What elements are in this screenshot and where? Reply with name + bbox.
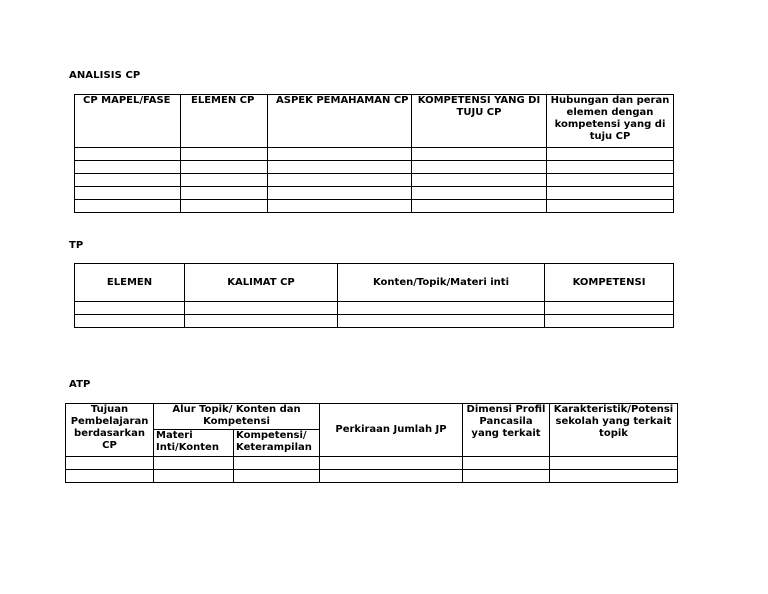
analisis-cp-table xyxy=(74,94,674,213)
header-perkiraan-jumlah-jp: Perkiraan Jumlah JP xyxy=(320,404,463,457)
header-elemen: ELEMEN xyxy=(75,264,185,302)
table-header-row xyxy=(66,404,678,430)
tp-table xyxy=(74,263,674,328)
table-row xyxy=(75,161,674,174)
table-row xyxy=(75,315,674,328)
table-row xyxy=(75,200,674,213)
header-tujuan-pembelajaran: Tujuan Pembelajaran berdasarkan CP xyxy=(66,404,154,457)
atp-table xyxy=(65,403,678,483)
header-kompetensi-keterampilan: Kompetensi/ Keterampilan xyxy=(234,430,320,457)
table-row xyxy=(66,457,678,470)
header-cp-mapel-fase: CP MAPEL/FASE xyxy=(75,95,181,148)
header-alur-topik: Alur Topik/ Konten dan Kompetensi xyxy=(154,404,320,430)
header-karakteristik-potensi: Karakteristik/Potensi sekolah yang terkait topik xyxy=(550,404,678,457)
table-row xyxy=(75,302,674,315)
header-hubungan-dan-peran: Hubungan dan peran elemen dengan kompetensi yang di tuju CP xyxy=(547,95,674,148)
table-row xyxy=(75,148,674,161)
table-header-row xyxy=(75,264,674,302)
header-konten-topik-materi: Konten/Topik/Materi inti xyxy=(338,264,545,302)
header-kalimat-cp: KALIMAT CP xyxy=(185,264,338,302)
header-elemen-cp: ELEMEN CP xyxy=(181,95,268,148)
header-kompetensi: KOMPETENSI xyxy=(545,264,674,302)
table-row xyxy=(66,470,678,483)
section-title-tp: TP xyxy=(69,240,84,251)
header-dimensi-profil-pancasila: Dimensi Profil Pancasila yang terkait xyxy=(463,404,550,457)
table-header-row xyxy=(75,95,674,148)
header-kompetensi-yang-di-tuju: KOMPETENSI YANG DI TUJU CP xyxy=(412,95,547,148)
header-aspek-pemahaman-cp: ASPEK PEMAHAMAN CP xyxy=(268,95,412,148)
table-row xyxy=(75,187,674,200)
section-title-atp: ATP xyxy=(69,379,91,390)
table-row xyxy=(75,174,674,187)
section-title-analisis-cp: ANALISIS CP xyxy=(69,70,141,81)
header-materi-inti-konten: Materi Inti/Konten xyxy=(154,430,234,457)
